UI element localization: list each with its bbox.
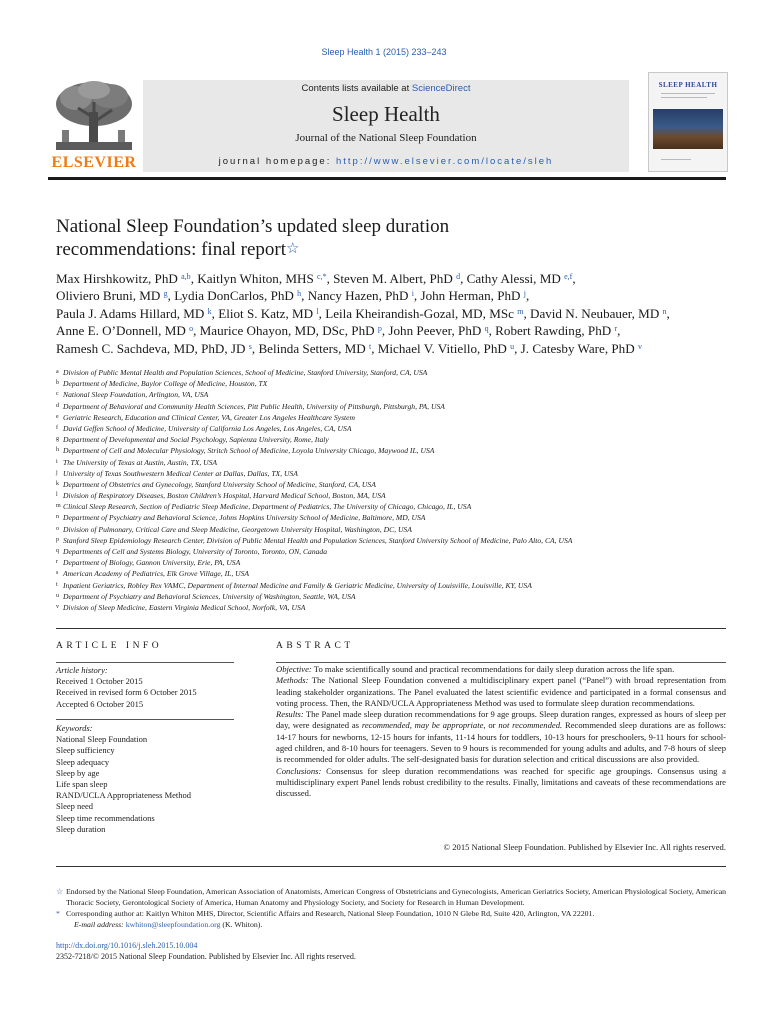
author-affiliation-marker[interactable]: p [377, 324, 382, 334]
affiliation-text: Departments of Cell and Systems Biology, University of Toronto, Toronto, ON, Canada [63, 547, 328, 556]
history-item: Received 1 October 2015 [56, 676, 143, 687]
affiliation-item [56, 457, 736, 468]
keyword-item: National Sleep Foundation [56, 734, 148, 745]
affiliation-key: a [56, 369, 59, 375]
conclusions-text: Consensus for sleep duration recommendations was reached for specific age groupings. Consensus using a multidisciplinary expert Panel lends robust credibility to the results. Finally, limitations and caveats of these recommendations are discussed. [276, 765, 726, 799]
affiliation-key: h [56, 447, 59, 454]
affiliation-item [56, 490, 736, 501]
affiliation-key: m [56, 503, 61, 510]
affiliation-item [56, 445, 736, 456]
author-name: Nancy Hazen, PhD [307, 288, 412, 304]
corresponding-text: Corresponding author at: Kaitlyn Whiton MHS, Director, Scientific Affairs and Research, National Sleep Foundation, 1010 N Glebe Rd, Suite 420, Arlington, VA 22201. [66, 909, 595, 918]
email-after: (K. Whiton). [220, 920, 263, 929]
results-emphasis-2: not recommended. [498, 720, 563, 731]
author-affiliation-marker[interactable]: a,b [181, 272, 191, 281]
author-affiliation-marker[interactable]: g [163, 289, 168, 299]
author-separator: , [666, 305, 670, 321]
author-name: Ramesh C. Sachdeva, MD, PhD, JD [56, 340, 249, 356]
affiliation-key: j [56, 469, 58, 476]
abstract-body [276, 664, 726, 800]
affiliation-item [56, 412, 736, 423]
abstract-results [276, 709, 726, 765]
affiliation-text: Inpatient Geriatrics, Robley Rex VAMC, Department of Internal Medicine and Family & Geriatric Medicine, University of Louisville, Louisville, KY, USA [63, 580, 532, 590]
affiliation-key: o [56, 525, 59, 532]
author-line [56, 287, 736, 304]
methods-text: The National Sleep Foundation convened a multidisciplinary expert panel (“Panel”) with broad representation from leading stakeholder organizations. The Panel evaluated the latest scientific evidence and participated in a formal consensus and voting process. Then, the RAND/UCLA Appropriateness Method was used to formulate sleep duration recommendations. [276, 675, 726, 708]
email-label: E-mail address: [74, 920, 124, 929]
affiliation-key: t [56, 581, 58, 588]
history-item: Received in revised form 6 October 2015 [56, 687, 197, 698]
author-line [56, 305, 736, 322]
affiliation-text: Division of Pulmonary, Critical Care and Sleep Medicine, Georgetown University Hospital, Washington, DC, USA [63, 524, 412, 534]
author-separator: , [514, 340, 521, 356]
author-separator: , [301, 288, 308, 304]
author-separator: , [211, 305, 219, 321]
affiliation-text: Division of Sleep Medicine, Eastern Virginia Medical School, Norfolk, VA, USA [63, 602, 306, 612]
affiliation-key: r [56, 559, 58, 566]
affiliation-item [56, 378, 736, 389]
author-separator: , [617, 323, 621, 339]
abstract-copyright: © 2015 National Sleep Foundation. Published by Elsevier Inc. All rights reserved. [443, 842, 726, 852]
keyword-item: Sleep sufficiency [56, 745, 115, 756]
author-affiliation-marker[interactable]: v [637, 341, 642, 351]
author-name: Michael V. Vitiello, PhD [377, 340, 511, 356]
affiliation-key: b [56, 380, 59, 387]
author-name: Leila Kheirandish-Gozal, MD, MSc [325, 305, 518, 321]
keywords-label: Keywords: [56, 723, 93, 733]
affiliation-item [56, 401, 736, 412]
results-label: Results: [276, 709, 304, 720]
author-separator: , [193, 323, 200, 339]
section-rule [56, 866, 726, 867]
keyword-item: Sleep need [56, 801, 94, 812]
affiliation-key: q [56, 548, 59, 554]
affiliation-item [56, 591, 736, 602]
abstract-rule [276, 662, 726, 663]
author-separator: , [488, 323, 496, 339]
author-name: John Herman, PhD [420, 288, 524, 304]
footnotes [56, 886, 728, 930]
affiliation-item [56, 546, 736, 557]
affiliation-text: Department of Psychiatry and Behavioral Sciences, University of Washington, Seattle, WA, USA [63, 591, 356, 601]
doi-link[interactable]: http://dx.doi.org/10.1016/j.sleh.2015.10.004 [56, 941, 198, 950]
affiliation-key: s [56, 570, 59, 577]
author-name: Kaitlyn Whiton, MHS [197, 271, 318, 286]
contents-prefix: Contents lists available at [301, 83, 412, 94]
issn-line: 2352-7218/© 2015 National Sleep Foundation. Published by Elsevier Inc. All rights reserved. [56, 952, 356, 961]
author-affiliation-marker[interactable]: i [411, 289, 414, 299]
journal-subtitle: Journal of the National Sleep Foundation [295, 132, 477, 144]
history-item: Accepted 6 October 2015 [56, 698, 144, 709]
journal-citation[interactable]: Sleep Health 1 (2015) 233–243 [321, 47, 447, 57]
star-footnote-text: Endorsed by the National Sleep Foundation, American Association of Anatomists, American Congress of Obstetricians and Gynecologists, American Geriatrics Society, American Physiological Society, American Thoracic Society, Gerontological Society of America, Human Anatomy and Physiology Society, and Society for Research in Human Development. [66, 887, 727, 907]
elsevier-wordmark: ELSEVIER [51, 154, 137, 171]
author-name: Lydia DonCarlos, PhD [174, 288, 298, 304]
affiliation-key: d [56, 402, 59, 409]
author-affiliation-marker[interactable]: u [510, 341, 515, 351]
affiliation-item [56, 367, 736, 378]
affiliation-item [56, 557, 736, 568]
affiliation-key: f [56, 424, 58, 431]
author-affiliation-marker[interactable]: n [662, 306, 667, 316]
affiliation-text: Department of Behavioral and Community Health Sciences, Pitt Public Health, University of Pittsburgh, Pittsburgh, PA, USA [63, 401, 445, 411]
author-affiliation-marker[interactable]: r [614, 324, 618, 334]
author-affiliation-marker[interactable]: l [316, 306, 319, 316]
affiliation-text: Clinical Sleep Research, Section of Pediatric Sleep Medicine, Department of Pediatrics, The University of Chicago, Chicago, IL, USA [63, 502, 472, 512]
author-separator: , [371, 340, 378, 356]
conclusions-label: Conclusions: [276, 765, 322, 776]
affiliation-key: n [56, 514, 59, 521]
author-affiliation-marker[interactable]: h [297, 289, 302, 299]
affiliation-text: Department of Biology, Gannon University, Erie, PA, USA [63, 558, 241, 568]
affiliation-item [56, 423, 736, 434]
header-rule [48, 177, 726, 180]
author-affiliation-marker[interactable]: o [189, 324, 194, 334]
author-name: Steven M. Albert, PhD [333, 271, 457, 286]
affiliation-item [56, 479, 736, 490]
affiliation-text: Stanford Sleep Epidemiology Research Center, Division of Public Mental Health and Population Sciences, Stanford University School of Medicine, Palo Alto, CA, USA [63, 535, 573, 545]
affiliation-list [56, 367, 736, 613]
contents-line [143, 83, 629, 94]
author-list [56, 270, 736, 357]
methods-label: Methods: [276, 675, 309, 686]
affiliation-key: v [56, 603, 59, 610]
author-affiliation-marker[interactable]: m [517, 306, 524, 316]
author-affiliation-marker[interactable]: d [456, 272, 461, 281]
author-affiliation-marker[interactable]: s [248, 341, 252, 351]
affiliation-text: University of Texas Southwestern Medical Center at Dallas, Dallas, TX, USA [63, 468, 298, 478]
affiliation-item [56, 602, 736, 613]
author-affiliation-marker[interactable]: j [523, 289, 526, 299]
results-text-a: The Panel made sleep duration recommendations for 9 age groups. Sleep duration ranges, expressed as hours of sleep per day, were designated as [276, 709, 726, 731]
homepage-link[interactable]: http://www.elsevier.com/locate/sleh [336, 156, 554, 167]
star-footnote-icon[interactable]: ☆ [286, 241, 300, 257]
abstract-conclusions [276, 766, 726, 800]
affiliation-item [56, 580, 736, 591]
affiliation-key: i [56, 458, 58, 465]
objective-label: Objective: [276, 664, 312, 674]
keyword-list [56, 723, 234, 835]
author-separator: , [413, 288, 421, 304]
journal-homepage [143, 156, 629, 167]
title-line-2: recommendations: final report [56, 239, 287, 260]
history-label: Article history: [56, 665, 108, 675]
affiliation-key: p [56, 536, 59, 543]
affiliation-key: u [56, 592, 59, 599]
author-name: Max Hirshkowitz, PhD [56, 271, 182, 286]
author-separator: , [572, 271, 576, 286]
cover-title: SLEEP HEALTH [658, 81, 718, 89]
cover-image [653, 109, 723, 149]
author-name: John Peever, PhD [388, 323, 485, 339]
homepage-prefix: journal homepage: [218, 156, 336, 167]
author-name: Eliot S. Katz, MD [218, 305, 317, 321]
cover-text-line [661, 159, 691, 160]
author-name: Robert Rawding, PhD [495, 323, 615, 339]
affiliation-item [56, 468, 736, 479]
keyword-item: Sleep time recommendations [56, 812, 155, 823]
affiliation-key: e [56, 413, 59, 420]
affiliation-text: Department of Cell and Molecular Physiology, Stritch School of Medicine, Loyola University Chicago, Maywood IL, USA [63, 446, 435, 456]
author-line [56, 270, 736, 287]
author-separator: , [190, 271, 198, 286]
email-link[interactable]: kwhiton@sleepfoundation.org [125, 920, 221, 929]
author-affiliation-marker[interactable]: k [207, 306, 212, 316]
author-line [56, 340, 736, 357]
paper-title [56, 215, 576, 261]
journal-cover-thumbnail[interactable] [648, 72, 728, 172]
author-name: Maurice Ohayon, MD, DSc, PhD [199, 323, 378, 339]
corresponding-symbol: * [56, 909, 60, 918]
cover-text-line [661, 97, 707, 98]
author-name: Paula J. Adams Hillard, MD [56, 305, 208, 321]
affiliation-text: Geriatric Research, Education and Clinical Center, VA, Greater Los Angeles Healthcare System [63, 412, 356, 422]
author-name: J. Catesby Ware, PhD [520, 340, 638, 356]
affiliation-text: Division of Respiratory Diseases, Boston Children’s Hospital, Harvard Medical School, Boston, MA, USA [63, 491, 386, 501]
author-separator: , [526, 288, 530, 304]
affiliation-item [56, 568, 736, 579]
cover-text-line [661, 93, 715, 94]
info-rule [56, 719, 234, 720]
author-affiliation-marker[interactable]: q [484, 324, 489, 334]
affiliation-item [56, 434, 736, 445]
journal-name: Sleep Health [332, 102, 440, 126]
corresponding-footnote [56, 908, 728, 919]
affiliation-item [56, 524, 736, 535]
abstract-objective [276, 664, 726, 675]
affiliation-text: American Academy of Pediatrics, Elk Grove Village, IL, USA [63, 569, 250, 579]
affiliation-text: Department of Developmental and Social Psychology, Sapienza University, Rome, Italy [63, 435, 329, 445]
affiliation-text: Department of Obstetrics and Gynecology, Stanford University School of Medicine, Stanford, CA, USA [63, 479, 376, 489]
author-line [56, 322, 736, 339]
affiliation-key: c [56, 391, 59, 398]
affiliation-text: David Geffen School of Medicine, University of California Los Angeles, Los Angeles, CA, USA [63, 423, 352, 433]
star-footnote-symbol: ☆ [56, 887, 63, 896]
affiliation-key: l [56, 492, 58, 499]
author-separator: , [318, 305, 326, 321]
article-history [56, 665, 234, 710]
affiliation-text: Division of Public Mental Health and Population Sciences, School of Medicine, Stanford University, Stanford, CA, USA [63, 368, 428, 377]
author-separator: , [251, 340, 259, 356]
abstract-methods [276, 675, 726, 709]
author-name: Anne E. O’Donnell, MD [56, 323, 190, 339]
affiliation-item [56, 389, 736, 400]
author-separator: , [326, 271, 334, 286]
info-rule [56, 662, 234, 663]
author-name: David N. Neubauer, MD [529, 305, 663, 321]
elsevier-tree-icon [48, 78, 140, 154]
title-line-1: National Sleep Foundation’s updated sleep duration [56, 216, 450, 237]
author-separator: , [460, 271, 467, 286]
affiliation-key: g [56, 436, 59, 443]
keyword-item: Sleep adequacy [56, 756, 110, 767]
results-emphasis-1: recommended, may be appropriate [361, 720, 484, 731]
author-separator: , [523, 305, 530, 321]
author-separator: , [381, 323, 389, 339]
affiliation-text: The University of Texas at Austin, Austin, TX, USA [63, 457, 218, 467]
keyword-item: Life span sleep [56, 779, 108, 790]
section-rule [56, 628, 726, 629]
article-info-heading: ARTICLE INFO [56, 641, 163, 651]
journal-header [143, 80, 629, 172]
keyword-item: Sleep duration [56, 823, 106, 834]
sciencedirect-link[interactable]: ScienceDirect [411, 83, 471, 94]
abstract-heading: ABSTRACT [276, 641, 354, 651]
author-affiliation-marker[interactable]: t [369, 341, 372, 351]
elsevier-logo [48, 78, 140, 174]
star-footnote [56, 886, 728, 908]
email-line [56, 919, 728, 930]
author-affiliation-marker[interactable]: c,* [317, 272, 327, 281]
keyword-item: RAND/UCLA Appropriateness Method [56, 790, 192, 801]
affiliation-text: Department of Medicine, Baylor College of Medicine, Houston, TX [63, 379, 268, 389]
author-name: Cathy Alessi, MD [466, 271, 565, 286]
keyword-item: Sleep by age [56, 767, 100, 778]
affiliation-item [56, 501, 736, 512]
affiliation-key: k [56, 480, 59, 487]
objective-text: To make scientifically sound and practical recommendations for daily sleep duration across the life span. [311, 664, 675, 674]
affiliation-item [56, 535, 736, 546]
author-affiliation-marker[interactable]: e,f [564, 272, 573, 281]
author-name: Belinda Setters, MD [258, 340, 369, 356]
affiliation-text: National Sleep Foundation, Arlington, VA, USA [63, 390, 209, 400]
results-text-b: , or [483, 720, 499, 731]
author-name: Oliviero Bruni, MD [56, 288, 164, 304]
affiliation-text: Department of Psychiatry and Behavioral Science, Johns Hopkins University School of Medicine, Baltimore, MD, USA [63, 513, 426, 523]
author-separator: , [167, 288, 175, 304]
affiliation-item [56, 512, 736, 523]
results-text-c: Recommended sleep durations are as follows: 14-17 hours for newborns, 12-15 hours for infants, 11-14 hours for toddlers, 10-13 hours for preschoolers, 9-11 hours for school-aged children, and 8-10 hours for teenagers. Seven to 9 hours is recommended for young adults and adults, and 7-8 hours of sleep is recommended for older adults. The self-designated basis for duration selection and critical discussions are also provided. [276, 720, 726, 765]
